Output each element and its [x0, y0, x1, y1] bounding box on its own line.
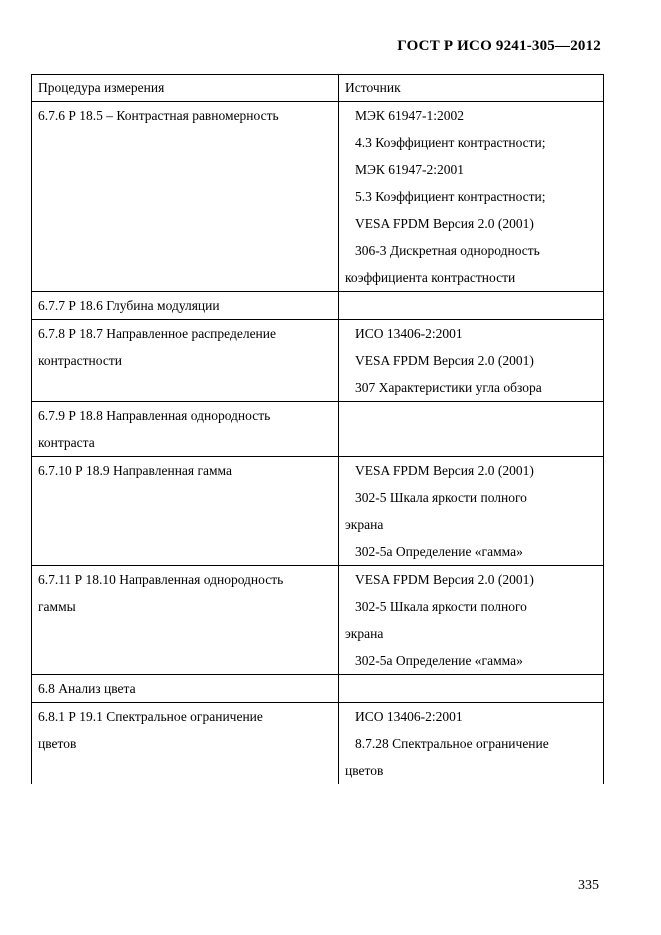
- source-line: ИСО 13406-2:2001: [355, 709, 463, 724]
- source-line: 302-5 Шкала яркости полного: [355, 490, 527, 505]
- procedure-cell: [32, 457, 339, 566]
- procedure-line: 6.7.6 Р 18.5 – Контрастная равномерность: [38, 108, 279, 123]
- source-cell: [339, 457, 604, 566]
- source-cell: [339, 703, 604, 785]
- source-line: VESA FPDM Версия 2.0 (2001): [355, 353, 534, 368]
- table-row: [32, 320, 604, 402]
- source-line: 307 Характеристики угла обзора: [355, 380, 542, 395]
- source-line: МЭК 61947-2:2001: [355, 162, 465, 177]
- procedure-cell: [32, 566, 339, 675]
- procedure-cell: [32, 703, 339, 785]
- source-line: 4.3 Коэффициент контрастности;: [355, 135, 546, 150]
- source-line: экрана: [345, 517, 384, 532]
- table-row: [32, 675, 604, 703]
- procedure-line: контрастности: [38, 353, 122, 368]
- procedure-line: контраста: [38, 435, 95, 450]
- source-line: VESA FPDM Версия 2.0 (2001): [355, 572, 534, 587]
- document-header: ГОСТ Р ИСО 9241-305—2012: [397, 38, 601, 54]
- source-cell: [339, 402, 604, 457]
- procedure-line: 6.8.1 Р 19.1 Спектральное ограничение: [38, 709, 263, 724]
- procedure-cell: [32, 292, 339, 320]
- table-row: [32, 457, 604, 566]
- source-line: ИСО 13406-2:2001: [355, 326, 463, 341]
- source-cell: [339, 566, 604, 675]
- procedure-cell: [32, 402, 339, 457]
- source-line: 302-5а Определение «гамма»: [355, 653, 523, 668]
- procedure-line: 6.7.7 Р 18.6 Глубина модуляции: [38, 298, 220, 313]
- source-line: экрана: [345, 626, 384, 641]
- procedure-cell: [32, 320, 339, 402]
- source-line: 8.7.28 Спектральное ограничение: [355, 736, 549, 751]
- procedure-cell: [32, 102, 339, 292]
- table-row: [32, 102, 604, 292]
- procedure-line: 6.7.8 Р 18.7 Направленное распределение: [38, 326, 276, 341]
- procedure-line: гаммы: [38, 599, 76, 614]
- procedure-line: цветов: [38, 736, 77, 751]
- table-row: [32, 292, 604, 320]
- table-row: [32, 402, 604, 457]
- column-header-procedure: Процедура измерения: [32, 75, 339, 102]
- table-row: [32, 703, 604, 785]
- source-cell: [339, 675, 604, 703]
- source-line: VESA FPDM Версия 2.0 (2001): [355, 463, 534, 478]
- table-header-row: [32, 75, 604, 102]
- source-line: 302-5 Шкала яркости полного: [355, 599, 527, 614]
- source-line: VESA FPDM Версия 2.0 (2001): [355, 216, 534, 231]
- source-cell: [339, 292, 604, 320]
- source-line: 306-3 Дискретная однородность: [355, 243, 540, 258]
- source-line: цветов: [345, 763, 384, 778]
- procedure-line: 6.7.9 Р 18.8 Направленная однородность: [38, 408, 271, 423]
- table-row: [32, 566, 604, 675]
- source-cell: [339, 320, 604, 402]
- reference-table: [31, 74, 604, 784]
- procedure-line: 6.7.10 Р 18.9 Направленная гамма: [38, 463, 233, 478]
- source-line: коэффициента контрастности: [345, 270, 516, 285]
- source-line: 5.3 Коэффициент контрастности;: [355, 189, 546, 204]
- source-cell: [339, 102, 604, 292]
- procedure-line: 6.8 Анализ цвета: [38, 681, 136, 696]
- source-line: МЭК 61947-1:2002: [355, 108, 465, 123]
- source-line: 302-5а Определение «гамма»: [355, 544, 523, 559]
- procedure-cell: [32, 675, 339, 703]
- column-header-source: Источник: [339, 75, 604, 102]
- procedure-line: 6.7.11 Р 18.10 Направленная однородность: [38, 572, 284, 587]
- page-number: 335: [578, 878, 599, 893]
